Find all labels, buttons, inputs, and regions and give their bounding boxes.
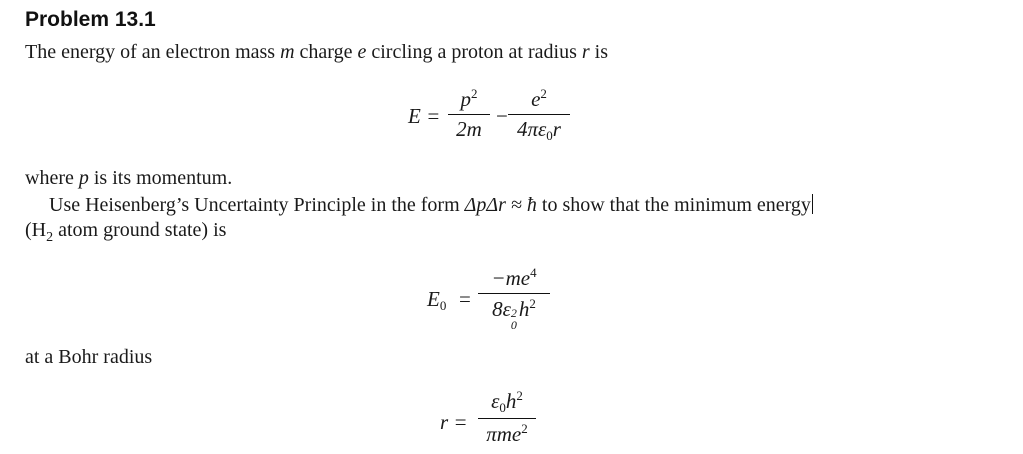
- momentum-sentence: where p is its momentum.: [25, 167, 233, 189]
- mass-symbol: m: [280, 41, 295, 63]
- fraction-bar: [478, 293, 550, 294]
- intro-text: is: [589, 41, 609, 63]
- bohr-text: at a Bohr radius: [25, 346, 153, 368]
- problem-title: Problem 13.1: [25, 8, 156, 31]
- uncertainty-sentence: Use Heisenberg’s Uncertainty Principle in the form ΔpΔr ≈ ħ to show that the minimum energy: [49, 194, 811, 216]
- fraction-bar: [508, 114, 570, 115]
- energy-lhs: E =: [408, 104, 441, 128]
- intro-paragraph: [25, 41, 608, 64]
- potential-term: $e^2$ 4πε0r: [508, 86, 570, 144]
- radius-symbol: r: [581, 41, 590, 63]
- intro-text: charge: [294, 41, 358, 63]
- bohr-radius-fraction: $\varepsilon 0h^2$ πme$^2$: [478, 388, 536, 447]
- min-energy-fraction: $-me^4$ 8ε 2 0 $h^2$: [478, 265, 550, 322]
- ground-state-sentence: ($H_2$ atom ground state) is: [25, 219, 227, 245]
- equals-sign: =: [459, 287, 471, 311]
- intro-text: The energy of an electron mass: [25, 41, 281, 63]
- minus-sign: −: [496, 104, 508, 128]
- momentum-symbol: p: [78, 167, 89, 189]
- fraction-bar: [448, 114, 490, 115]
- bohr-radius-lhs: r =: [440, 410, 468, 434]
- min-energy-lhs: E0: [427, 287, 447, 313]
- uncertainty-relation: ΔpΔr ≈ ħ: [464, 194, 537, 216]
- intro-text: circling a proton at radius: [366, 41, 582, 63]
- fraction-bar: [478, 418, 536, 419]
- charge-symbol: e: [357, 41, 367, 63]
- text-cursor: [812, 194, 813, 214]
- kinetic-term: $p^2$ 2m: [448, 86, 490, 142]
